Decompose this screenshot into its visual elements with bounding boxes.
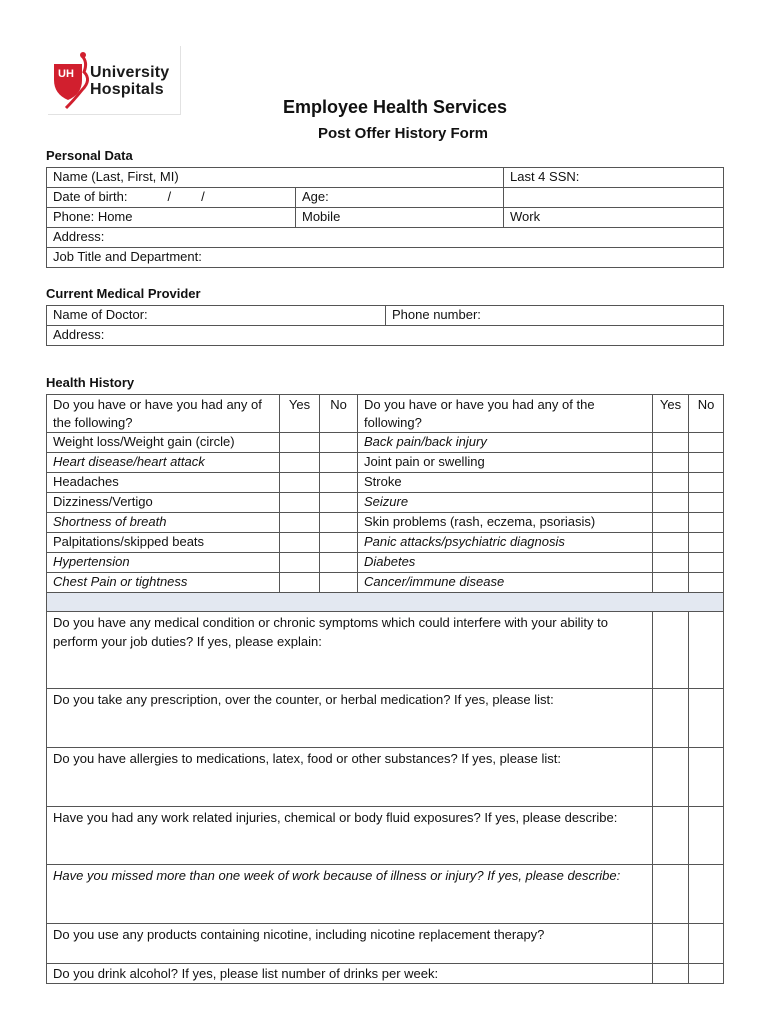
- yes-checkbox[interactable]: [280, 433, 320, 453]
- section-divider: [47, 593, 724, 612]
- address-field[interactable]: Address:: [47, 228, 724, 248]
- logo-line-1: University: [90, 64, 170, 81]
- logo-line-2: Hospitals: [90, 81, 164, 98]
- no-checkbox[interactable]: [320, 433, 358, 453]
- health-history-heading: Health History: [46, 375, 135, 390]
- condition-right: Stroke: [358, 473, 653, 493]
- medical-provider-table: [46, 305, 724, 346]
- yes-checkbox[interactable]: [653, 612, 689, 689]
- no-checkbox[interactable]: [320, 453, 358, 473]
- no-checkbox[interactable]: [689, 513, 724, 533]
- no-checkbox[interactable]: [689, 748, 724, 807]
- home-phone-field[interactable]: Phone: Home: [47, 208, 296, 228]
- logo-text: [90, 64, 169, 98]
- dob-slash-1: /: [167, 189, 172, 204]
- question-header-left: Do you have or have you had any of the following?: [47, 395, 280, 433]
- yes-checkbox[interactable]: [653, 865, 689, 924]
- yes-checkbox[interactable]: [653, 533, 689, 553]
- no-checkbox[interactable]: [320, 573, 358, 593]
- question-cell: Do you drink alcohol? If yes, please list number of drinks per week:: [47, 964, 653, 984]
- no-checkbox[interactable]: [689, 865, 724, 924]
- personal-data-heading: Personal Data: [46, 148, 133, 163]
- ssn-field[interactable]: Last 4 SSN:: [504, 168, 724, 188]
- no-checkbox[interactable]: [320, 533, 358, 553]
- yes-checkbox[interactable]: [280, 573, 320, 593]
- ssn-empty-cell: [504, 188, 724, 208]
- health-history-table: [46, 394, 724, 984]
- condition-left: Hypertension: [47, 553, 280, 573]
- no-checkbox[interactable]: [689, 473, 724, 493]
- yes-checkbox[interactable]: [653, 493, 689, 513]
- yes-checkbox[interactable]: [280, 453, 320, 473]
- condition-right: Seizure: [358, 493, 653, 513]
- no-checkbox[interactable]: [689, 453, 724, 473]
- condition-right: Back pain/back injury: [358, 433, 653, 453]
- no-checkbox[interactable]: [689, 689, 724, 748]
- name-field[interactable]: Name (Last, First, MI): [47, 168, 504, 188]
- dob-slash-2: /: [201, 189, 205, 204]
- condition-left: Weight loss/Weight gain (circle): [47, 433, 280, 453]
- yes-checkbox[interactable]: [280, 513, 320, 533]
- condition-right: Skin problems (rash, eczema, psoriasis): [358, 513, 653, 533]
- question-cell: Have you missed more than one week of work because of illness or injury? If yes, please describe:: [47, 865, 653, 924]
- yes-checkbox[interactable]: [653, 964, 689, 984]
- no-checkbox[interactable]: [320, 513, 358, 533]
- no-checkbox[interactable]: [689, 433, 724, 453]
- condition-right: Joint pain or swelling: [358, 453, 653, 473]
- no-checkbox[interactable]: [689, 573, 724, 593]
- question-cell: Do you have any medical condition or chronic symptoms which could interfere with your ability to perform your job duties? If yes, please explain:: [47, 612, 653, 689]
- condition-right: Panic attacks/psychiatric diagnosis: [358, 533, 653, 553]
- condition-left: Shortness of breath: [47, 513, 280, 533]
- dob-field[interactable]: [47, 188, 296, 208]
- no-header-right: No: [689, 395, 724, 433]
- question-cell: Do you take any prescription, over the counter, or herbal medication? If yes, please list:: [47, 689, 653, 748]
- no-checkbox[interactable]: [689, 964, 724, 984]
- yes-checkbox[interactable]: [280, 473, 320, 493]
- age-field[interactable]: Age:: [296, 188, 504, 208]
- no-checkbox[interactable]: [320, 493, 358, 513]
- condition-right: Diabetes: [358, 553, 653, 573]
- yes-checkbox[interactable]: [653, 513, 689, 533]
- page-subtitle: Post Offer History Form: [317, 125, 489, 142]
- doctor-address-field[interactable]: Address:: [47, 326, 724, 346]
- dob-label: Date of birth:: [53, 189, 128, 204]
- mobile-field[interactable]: Mobile: [296, 208, 504, 228]
- no-checkbox[interactable]: [689, 493, 724, 513]
- no-checkbox[interactable]: [320, 553, 358, 573]
- work-field[interactable]: Work: [504, 208, 724, 228]
- condition-left: Dizziness/Vertigo: [47, 493, 280, 513]
- yes-checkbox[interactable]: [653, 473, 689, 493]
- yes-checkbox[interactable]: [653, 689, 689, 748]
- no-checkbox[interactable]: [689, 533, 724, 553]
- medical-provider-heading: Current Medical Provider: [46, 286, 201, 301]
- question-cell: Do you have allergies to medications, latex, food or other substances? If yes, please list:: [47, 748, 653, 807]
- condition-left: Chest Pain or tightness: [47, 573, 280, 593]
- yes-checkbox[interactable]: [653, 453, 689, 473]
- yes-checkbox[interactable]: [280, 493, 320, 513]
- doctor-phone-field[interactable]: Phone number:: [386, 306, 724, 326]
- question-cell: Do you use any products containing nicotine, including nicotine replacement therapy?: [47, 924, 653, 964]
- question-header-right: Do you have or have you had any of the following?: [358, 395, 653, 433]
- question-cell: Have you had any work related injuries, chemical or body fluid exposures? If yes, please describe:: [47, 807, 653, 865]
- no-checkbox[interactable]: [689, 553, 724, 573]
- condition-right: Cancer/immune disease: [358, 573, 653, 593]
- yes-checkbox[interactable]: [653, 573, 689, 593]
- yes-checkbox[interactable]: [280, 533, 320, 553]
- yes-header-left: Yes: [280, 395, 320, 433]
- condition-left: Heart disease/heart attack: [47, 453, 280, 473]
- personal-data-table: [46, 167, 724, 268]
- yes-header-right: Yes: [653, 395, 689, 433]
- no-checkbox[interactable]: [320, 473, 358, 493]
- no-checkbox[interactable]: [689, 807, 724, 865]
- yes-checkbox[interactable]: [653, 553, 689, 573]
- no-checkbox[interactable]: [689, 612, 724, 689]
- no-header-left: No: [320, 395, 358, 433]
- doctor-name-field[interactable]: Name of Doctor:: [47, 306, 386, 326]
- yes-checkbox[interactable]: [280, 553, 320, 573]
- yes-checkbox[interactable]: [653, 433, 689, 453]
- no-checkbox[interactable]: [689, 924, 724, 964]
- yes-checkbox[interactable]: [653, 748, 689, 807]
- condition-left: Palpitations/skipped beats: [47, 533, 280, 553]
- yes-checkbox[interactable]: [653, 807, 689, 865]
- svg-text:UH: UH: [58, 68, 74, 80]
- condition-left: Headaches: [47, 473, 280, 493]
- page-title: Employee Health Services: [282, 97, 508, 117]
- job-title-field[interactable]: Job Title and Department:: [47, 248, 724, 268]
- yes-checkbox[interactable]: [653, 924, 689, 964]
